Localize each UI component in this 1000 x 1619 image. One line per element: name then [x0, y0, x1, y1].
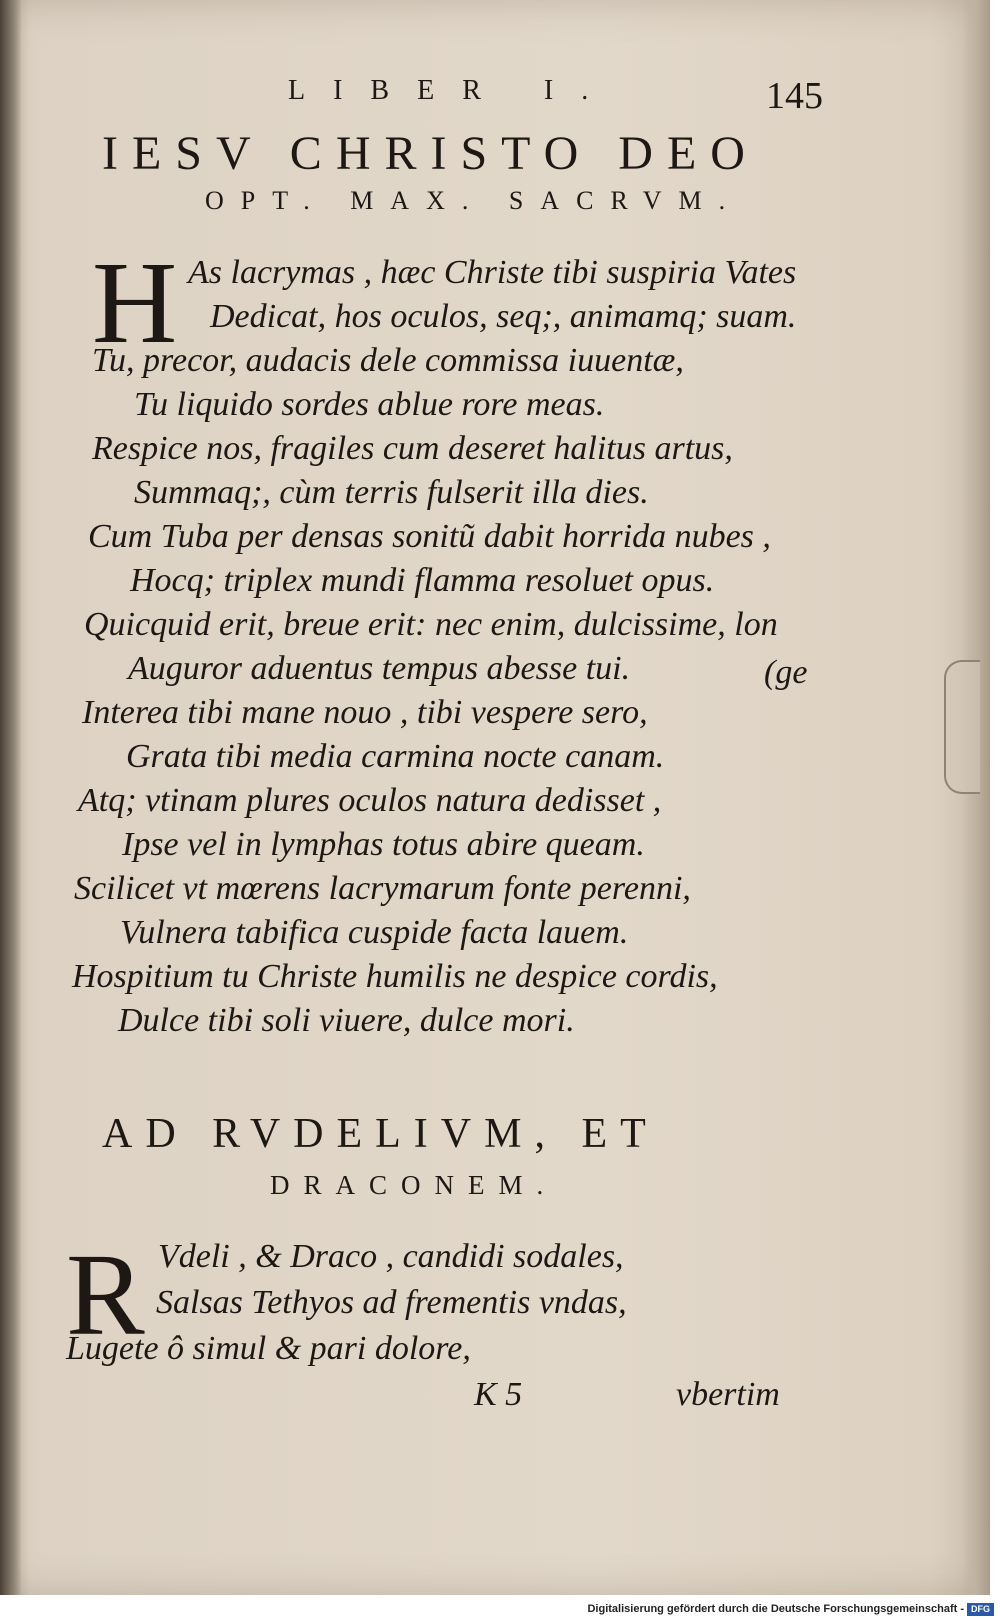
poem1-line: Dedicat, hos oculos, seq;, animamq; suam. — [210, 298, 797, 335]
catchword: vbertim — [676, 1376, 780, 1413]
poem1-line: Tu liquido sordes ablue rore meas. — [134, 386, 605, 423]
dfg-logo: DFG — [967, 1603, 994, 1616]
poem2-line: Salsas Tethyos ad frementis vndas, — [156, 1284, 627, 1321]
book-spine-shadow — [0, 0, 22, 1595]
poem2-line: Vdeli , & Draco , candidi sodales, — [158, 1238, 624, 1275]
poem1-line: Interea tibi mane nouo , tibi vespere sero, — [82, 694, 648, 731]
poem1-line: Hocq; triplex mundi flamma resoluet opus. — [130, 562, 715, 599]
running-head: LIBER I. — [288, 75, 617, 106]
page-clip — [944, 660, 980, 794]
poem2-title-line1: AD RVDELIVM, ET — [102, 1111, 659, 1157]
poem2-title-line2: DRACONEM. — [270, 1170, 558, 1200]
poem1-line: Cum Tuba per densas sonitũ dabit horrida nubes , — [88, 518, 771, 555]
poem1-line: Auguror aduentus tempus abesse tui. — [128, 650, 631, 687]
poem1-title-line2: OPT. MAX. SACRVM. — [205, 186, 743, 215]
poem1-line: Quicquid erit, breue erit: nec enim, dulcissime, lon — [84, 606, 778, 643]
poem1-turnover: (ge — [764, 654, 808, 691]
page-number: 145 — [766, 75, 823, 117]
poem1-title-line1: IESV CHRISTO DEO — [102, 127, 759, 180]
poem1-drop-initial: H — [92, 237, 178, 368]
poem1-line: Grata tibi media carmina nocte canam. — [126, 738, 665, 775]
poem1-line: Scilicet vt mœrens lacrymarum fonte perenni, — [74, 870, 691, 907]
poem1-line: Dulce tibi soli viuere, dulce mori. — [118, 1002, 575, 1039]
poem1-line: Atq; vtinam plures oculos natura dedisset , — [78, 782, 662, 819]
poem2-drop-initial: R — [66, 1229, 145, 1360]
poem1-line: Hospitium tu Christe humilis ne despice cordis, — [72, 958, 718, 995]
poem1-line: Tu, precor, audacis dele commissa iuuentæ, — [92, 342, 684, 379]
digitization-credit: Digitalisierung gefördert durch die Deutsche Forschungsgemeinschaft - — [587, 1603, 964, 1615]
poem1-line: Summaq;, cùm terris fulserit illa dies. — [134, 474, 649, 511]
poem1-line: Ipse vel in lymphas totus abire queam. — [122, 826, 645, 863]
poem2-line: Lugete ô simul & pari dolore, — [66, 1330, 471, 1367]
poem1-line: Vulnera tabifica cuspide facta lauem. — [120, 914, 629, 951]
poem1-line: As lacrymas , hæc Christe tibi suspiria Vates — [188, 254, 797, 291]
poem1-line: Respice nos, fragiles cum deseret halitus artus, — [92, 430, 733, 467]
signature-mark: K 5 — [474, 1376, 523, 1413]
page-edge — [962, 0, 990, 1595]
